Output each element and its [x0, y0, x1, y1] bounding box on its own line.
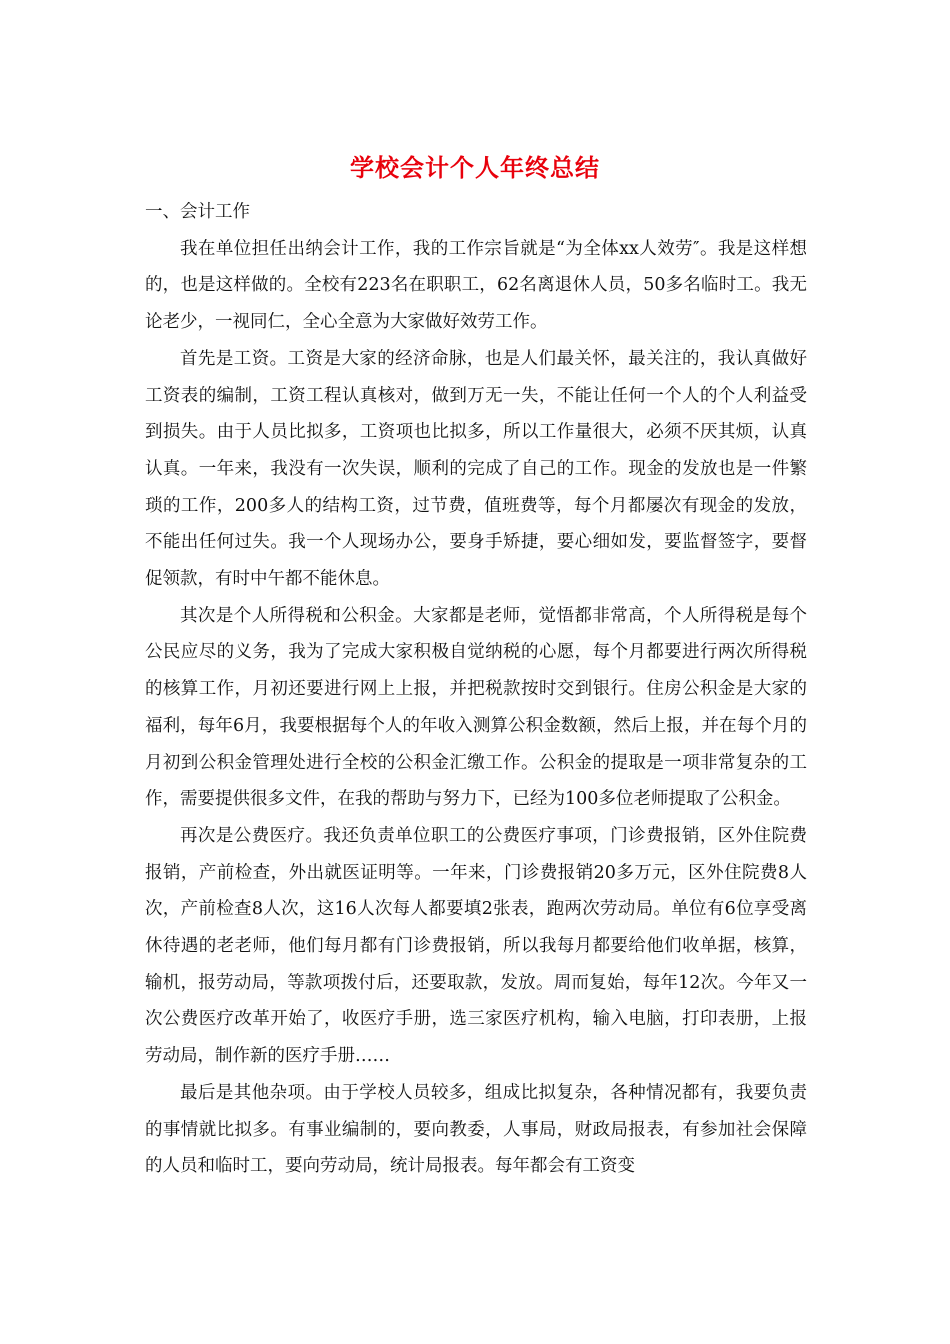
- document-body: [145, 194, 807, 1185]
- paragraph-salary: 首先是工资。工资是大家的经济命脉，也是人们最关怀，最关注的，我认真做好工资表的编制，工资工程认真核对，做到万无一失，不能让任何一个人的个人利益受到损失。由于人员比拟多，工资项也比拟多，所以工作量很大，必须不厌其烦，认真认真。一年来，我没有一次失误，顺利的完成了自己的工作。现金的发放也是一件繁琐的工作，200多人的结构工资，过节费，值班费等，每个月都屡次有现金的发放，不能出任何过失。我一个人现场办公，要身手矫捷，要心细如发，要监督签字，要督促领款，有时中午都不能休息。: [145, 348, 807, 590]
- document-title: 学校会计个人年终总结: [350, 153, 600, 182]
- paragraph-intro: 我在单位担任出纳会计工作，我的工作宗旨就是“为全体xx人效劳″。我是这样想的，也是这样做的。全校有223名在职职工，62名离退休人员，50多名临时工。我无论老少，一视同仁，全心全意为大家做好效劳工作。: [145, 238, 807, 333]
- section-heading: 一、会计工作: [145, 202, 250, 222]
- paragraph-misc: 最后是其他杂项。由于学校人员较多，组成比拟复杂，各种情况都有，我要负责的事情就比拟多。有事业编制的，要向教委，人事局，财政局报表，有参加社会保障的人员和临时工，要向劳动局，统计局报表。每年都会有工资变: [145, 1082, 807, 1177]
- paragraph-medical: 再次是公费医疗。我还负责单位职工的公费医疗事项，门诊费报销，区外住院费报销，产前检查，外出就医证明等。一年来，门诊费报销20多万元，区外住院费8人次，产前检查8人次，这16人次每人都要填2张表，跑两次劳动局。单位有6位享受离休待遇的老老师，他们每月都有门诊费报销，所以我每月都要给他们收单据，核算，输机，报劳动局，等款项拨付后，还要取款，发放。周而复始，每年12次。今年又一次公费医疗改革开始了，收医疗手册，选三家医疗机构，输入电脑，打印表册，上报劳动局，制作新的医疗手册……: [145, 825, 807, 1067]
- paragraph-tax-fund: 其次是个人所得税和公积金。大家都是老师，觉悟都非常高，个人所得税是每个公民应尽的义务，我为了完成大家积极自觉纳税的心愿，每个月都要进行两次所得税的核算工作，月初还要进行网上上报，并把税款按时交到银行。住房公积金是大家的福利，每年6月，我要根据每个人的年收入测算公积金数额，然后上报，并在每个月的月初到公积金管理处进行全校的公积金汇缴工作。公积金的提取是一项非常复杂的工作，需要提供很多文件，在我的帮助与努力下，已经为100多位老师提取了公积金。: [145, 605, 807, 810]
